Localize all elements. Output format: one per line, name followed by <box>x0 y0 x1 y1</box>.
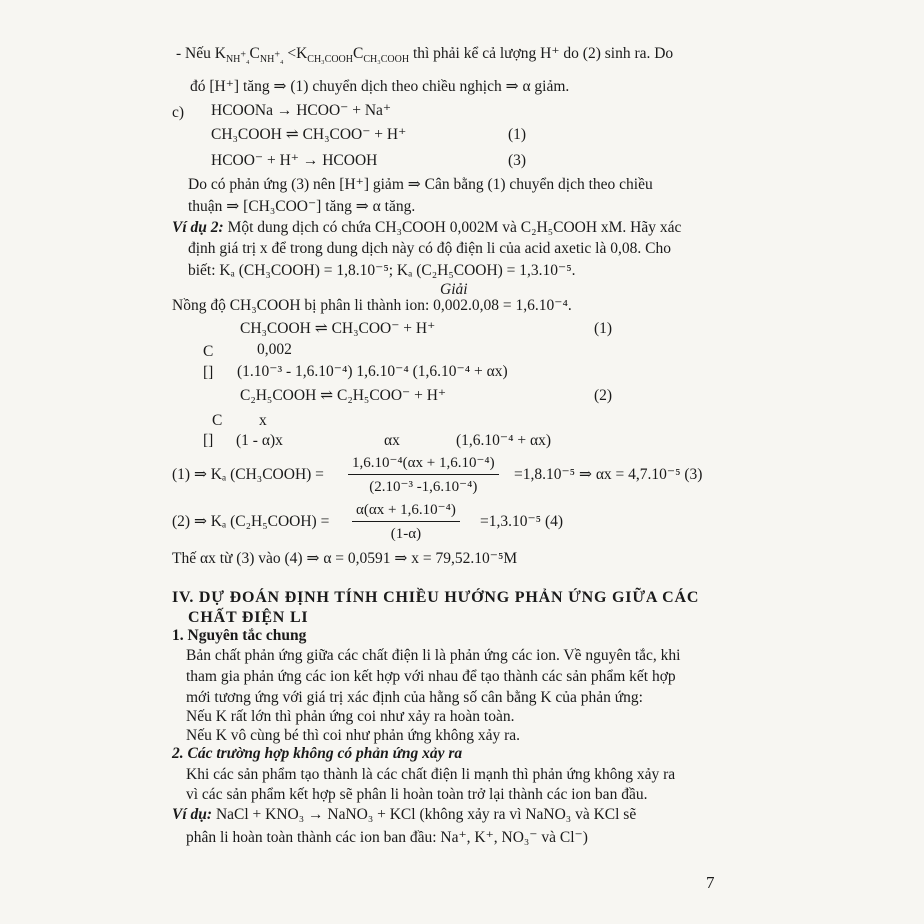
text-span: C <box>249 45 260 62</box>
text-span: NaCl + KNO₃ → NaNO₃ + KCl (không xảy ra vì NaNO₃ và KCl sẽ <box>212 806 637 823</box>
fraction-denominator: (1-α) <box>390 526 422 542</box>
fraction <box>352 501 460 543</box>
text-line: mới tương ứng với giá trị xác định của hằng số cân bằng K của phản ứng: <box>186 689 643 706</box>
fraction-numerator: α(αx + 1,6.10⁻⁴) <box>352 501 460 522</box>
row-label: [] <box>203 432 214 449</box>
subscript: CH₃COOH <box>363 54 410 66</box>
equation: CH₃COOH ⇌ CH₃COO⁻ + H⁺ <box>211 126 407 143</box>
equation: C₂H₅COOH ⇌ C₂H₅COO⁻ + H⁺ <box>240 387 447 404</box>
solution-heading: Giải <box>440 281 468 298</box>
text-line <box>172 806 636 824</box>
text-line: tham gia phản ứng các ion kết hợp với nhau để tạo thành các sản phẩm kết hợp <box>186 668 676 685</box>
text-line: Thế αx từ (3) vào (4) ⇒ α = 0,0591 ⇒ x = 79,52.10⁻⁵M <box>172 550 518 567</box>
equation-number: (1) <box>594 320 613 337</box>
row-label: [] <box>203 364 214 381</box>
concentration: x <box>259 412 267 429</box>
subsection-heading: 1. Nguyên tắc chung <box>172 627 307 644</box>
text-span: Một dung dịch có chứa CH₃COOH 0,002M và C₂H₅COOH xM. Hãy xác <box>223 219 682 236</box>
text-line: Do có phản ứng (3) nên [H⁺] giảm ⇒ Cân bằng (1) chuyển dịch theo chiều <box>188 176 653 193</box>
fraction-numerator: 1,6.10⁻⁴(αx + 1,6.10⁻⁴) <box>348 454 499 475</box>
fraction <box>348 454 499 496</box>
equation: HCOO⁻ + H⁺ → HCOOH <box>211 152 378 169</box>
section-heading: IV. DỰ ĐOÁN ĐỊNH TÍNH CHIỀU HƯỚNG PHẢN ỨNG GIỮA CÁC <box>172 589 700 606</box>
equation: CH₃COOH ⇌ CH₃COO⁻ + H⁺ <box>240 320 436 337</box>
row-label: C <box>203 343 214 360</box>
concentration: 0,002 <box>257 341 292 358</box>
text-span: C <box>353 45 364 62</box>
equation: =1,8.10⁻⁵ ⇒ αx = 4,7.10⁻⁵ (3) <box>514 466 703 483</box>
text-line: biết: Kₐ (CH₃COOH) = 1,8.10⁻⁵; Kₐ (C₂H₅COOH) = 1,3.10⁻⁵. <box>188 262 576 279</box>
concentration: αx <box>384 432 400 449</box>
concentration: (1 - α)x <box>236 432 283 449</box>
item-label: c) <box>172 104 185 121</box>
concentration: (1.10⁻³ - 1,6.10⁻⁴) 1,6.10⁻⁴ (1,6.10⁻⁴ + αx) <box>237 363 508 380</box>
equation: HCOONa → HCOO⁻ + Na⁺ <box>211 102 392 119</box>
equation: (2) ⇒ Kₐ (C₂H₅COOH) = <box>172 513 330 530</box>
row-label: C <box>212 412 223 429</box>
equation-number: (3) <box>508 152 527 169</box>
example-label: Ví dụ: <box>172 806 213 823</box>
subscript: NH <box>225 54 241 66</box>
section-heading: CHẤT ĐIỆN LI <box>188 609 309 626</box>
text-span: thì phải kể cả lượng H⁺ do (2) sinh ra. Do <box>409 45 674 62</box>
text-line <box>172 219 681 237</box>
text-line: đó [H⁺] tăng ⇒ (1) chuyển dịch theo chiều nghịch ⇒ α giảm. <box>190 78 570 95</box>
equation-number: (2) <box>594 387 613 404</box>
equation: (1) ⇒ Kₐ (CH₃COOH) = <box>172 466 324 483</box>
subsection-heading: 2. Các trường hợp không có phản ứng xảy ra <box>172 745 463 762</box>
text-line: Khi các sản phẩm tạo thành là các chất điện li mạnh thì phản ứng không xảy ra <box>186 766 676 783</box>
text-span: <K <box>283 45 308 62</box>
text-line: Bản chất phản ứng giữa các chất điện li là phản ứng các ion. Về nguyên tắc, khi <box>186 647 681 664</box>
text-line: phân li hoàn toàn thành các ion ban đầu: Na⁺, K⁺, NO₃⁻ và Cl⁻) <box>186 829 588 846</box>
example-label: Ví dụ 2: <box>172 219 224 236</box>
text-line: Nồng độ CH₃COOH bị phân li thành ion: 0,002.0,08 = 1,6.10⁻⁴. <box>172 297 572 314</box>
text-span: - Nếu K <box>176 45 226 62</box>
equation: =1,3.10⁻⁵ (4) <box>480 513 564 530</box>
subscript: CH₃COOH <box>307 54 353 66</box>
equation-number: (1) <box>508 126 527 143</box>
page-number: 7 <box>706 873 715 892</box>
subscript: NH <box>259 54 275 66</box>
text-line: vì các sản phẩm kết hợp sẽ phân li hoàn toàn trở lại thành các ion ban đầu. <box>186 786 648 803</box>
concentration: (1,6.10⁻⁴ + αx) <box>456 432 552 449</box>
text-line: Nếu K rất lớn thì phản ứng coi như xảy ra hoàn toàn. <box>186 708 515 725</box>
text-line: định giá trị x để trong dung dịch này có độ điện li của acid axetic là 0,08. Cho <box>188 240 671 257</box>
text-line: Nếu K vô cùng bé thì coi như phản ứng không xảy ra. <box>186 727 521 744</box>
text-line: - Nếu $K_{NH^+_4}C_{NH^+_4} <K_{CH_3COOH}C_{CH_3COOH}$ thì phải kể cả lượng H⁺ do (2) sinh ra. Do <box>176 45 674 66</box>
fraction-denominator: (2.10⁻³ -1,6.10⁻⁴) <box>369 479 478 495</box>
text-line: thuận ⇒ [CH₃COO⁻] tăng ⇒ α tăng. <box>188 198 416 215</box>
